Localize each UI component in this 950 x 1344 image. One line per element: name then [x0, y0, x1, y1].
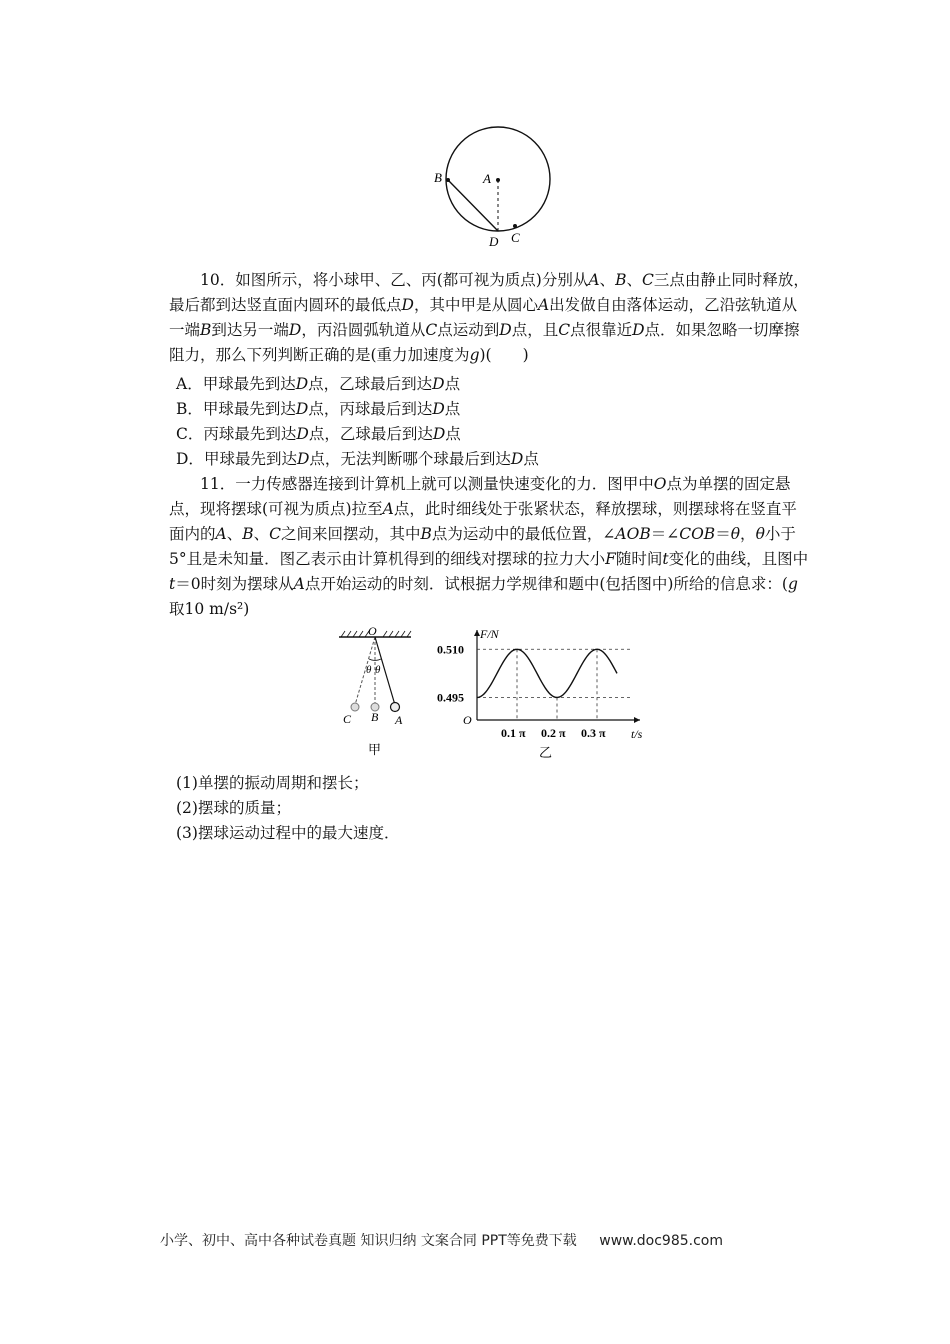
text-segment: 点．如果忽略一切摩擦阻力，那么下列判断正确的是(重力加速度为 — [169, 321, 800, 364]
math-symbol: C — [641, 271, 654, 289]
x-tick-label: 0.1 π — [501, 726, 526, 740]
label-b: B — [371, 710, 379, 724]
text-segment: )( ) — [479, 346, 529, 364]
sub-question-2: (2)摆球的质量； — [176, 799, 291, 817]
y-tick-label: 0.510 — [437, 642, 464, 657]
math-symbol: g — [787, 575, 798, 593]
y-tick-label: 0.495 — [437, 690, 464, 705]
math-symbol: C — [558, 321, 571, 339]
x-axis-label: t/s — [631, 727, 643, 741]
math-symbol: C — [425, 321, 438, 339]
label-b: B — [434, 170, 442, 185]
text-segment: ＝ — [715, 525, 731, 543]
question-10-text — [169, 268, 809, 368]
math-symbol: θ — [755, 525, 765, 543]
label-a: A — [395, 713, 403, 727]
text-segment: ＝∠ — [650, 525, 680, 543]
math-symbol: A — [215, 525, 227, 543]
point-b — [446, 178, 450, 182]
point-c — [513, 224, 517, 228]
sub-question-3: (3)摆球运动过程中的最大速度． — [176, 824, 400, 842]
label-o: O — [368, 624, 377, 638]
text-segment: 点运动到 — [437, 321, 500, 339]
footer-left: 小学、初中、高中各种试卷真题 知识归纳 文案合同 PPT等免费下载 — [160, 1233, 577, 1249]
math-symbol: D — [288, 321, 302, 339]
x-tick-label: 0.2 π — [541, 726, 566, 740]
string-oc — [355, 637, 375, 705]
math-symbol: g — [469, 346, 480, 364]
math-symbol: B — [200, 321, 212, 339]
question-number: 11． — [200, 475, 236, 493]
math-symbol: B — [615, 271, 627, 289]
text-segment: 、 — [226, 525, 243, 543]
caption-yi: 乙 — [539, 745, 553, 760]
text-segment: 出发做自由落体运动，乙沿弦轨道从一端 — [169, 296, 798, 339]
text-segment: 点开始运动的时刻．试根据力学规律和题中(包括图中)所给的信息求：( — [304, 575, 788, 593]
point-a — [496, 178, 500, 182]
choice-d: D．甲球最先到达D点，无法判断哪个球最后到达D点 — [176, 450, 539, 468]
math-symbol: C — [269, 525, 282, 543]
sub-question-1: (1)单摆的振动周期和摆长； — [176, 774, 369, 792]
math-symbol: t — [169, 575, 176, 593]
circle-figure — [425, 120, 565, 255]
text-segment: ＝0时刻为摆球从 — [175, 575, 294, 593]
choice-c: C．丙球最先到达D点，乙球最后到达D点 — [176, 425, 461, 443]
math-symbol: θ — [730, 525, 741, 543]
ball-c — [351, 703, 359, 711]
text-segment: 一力传感器连接到计算机上就可以测量快速变化的力．图甲中 — [235, 475, 654, 493]
ball-a — [391, 703, 400, 712]
math-symbol: D — [401, 296, 414, 314]
label-a: A — [483, 171, 491, 186]
text-segment: 到达另一端 — [211, 321, 289, 339]
math-symbol: A — [588, 271, 600, 289]
label-c: C — [343, 712, 352, 726]
text-segment: ，其中甲是从圆心 — [413, 296, 538, 314]
math-symbol: A — [382, 500, 394, 518]
math-symbol: A — [293, 575, 305, 593]
x-axis-arrow — [634, 717, 640, 723]
x-tick-label: 0.3 π — [581, 726, 606, 740]
math-symbol: D — [632, 321, 645, 339]
origin-label: O — [463, 713, 472, 727]
text-segment: 、 — [626, 271, 642, 289]
text-segment: 点很靠近 — [570, 321, 633, 339]
chord-bd — [448, 180, 498, 231]
footer-right: www.doc985.com — [599, 1233, 723, 1249]
text-segment: 小于5°且是未知量．图乙表示由计算机得到的细线对摆球的拉力大小 — [169, 525, 796, 568]
math-symbol: B — [420, 525, 432, 543]
question-11-text — [169, 472, 809, 622]
label-d: D — [489, 234, 499, 249]
text-segment: 点，且 — [511, 321, 559, 339]
question-11 — [169, 472, 809, 622]
pendulum-figure — [335, 623, 415, 763]
math-symbol: F — [605, 550, 616, 568]
choice-a: A．甲球最先到达D点，乙球最后到达D点 — [176, 375, 461, 393]
text-segment: 、 — [253, 525, 270, 543]
math-symbol: O — [653, 475, 667, 493]
text-segment: 如图所示，将小球甲、乙、丙(都可视为质点)分别从 — [235, 271, 589, 289]
text-segment: ， — [740, 525, 756, 543]
text-segment: 取10 m/s²) — [169, 600, 250, 618]
force-time-chart — [425, 620, 655, 765]
text-segment: 点，此时细线处于张紧状态，释放摆球，则摆球将在竖直平面内的 — [169, 500, 797, 543]
caption-jia: 甲 — [368, 742, 382, 757]
text-segment: 随时间 — [615, 550, 663, 568]
text-segment: 点为运动中的最低位置，∠ — [431, 525, 616, 543]
chart-text — [437, 627, 643, 760]
text-segment: 、 — [599, 271, 616, 289]
math-symbol: D — [499, 321, 512, 339]
text-segment: ，丙沿圆弧轨道从 — [301, 321, 426, 339]
question-10 — [169, 268, 809, 368]
footer — [160, 1230, 800, 1250]
question-number: 10． — [200, 271, 236, 289]
math-symbol: A — [537, 296, 550, 314]
text-segment: 变化的曲线，且图中 — [668, 550, 809, 568]
series-line-f — [477, 649, 617, 697]
label-c: C — [511, 230, 520, 245]
math-symbol: B — [242, 525, 254, 543]
chart-axes — [474, 630, 640, 723]
label-theta-left: θ — [366, 664, 372, 676]
choice-b: B．甲球最先到达D点，丙球最后到达D点 — [176, 400, 461, 418]
label-theta-right: θ — [375, 664, 381, 676]
y-axis-label: F/N — [480, 627, 499, 641]
text-segment: 之间来回摆动，其中 — [281, 525, 421, 543]
math-symbol: AOB — [615, 525, 651, 543]
text-segment: 三点由静止同时释放，最后都到达竖直面内圆环的最低点 — [169, 271, 809, 314]
text-segment: 点为单摆的固定悬点，现将摆球(可视为质点)拉至 — [169, 475, 791, 518]
math-symbol: t — [662, 550, 669, 568]
math-symbol: COB — [679, 525, 716, 543]
